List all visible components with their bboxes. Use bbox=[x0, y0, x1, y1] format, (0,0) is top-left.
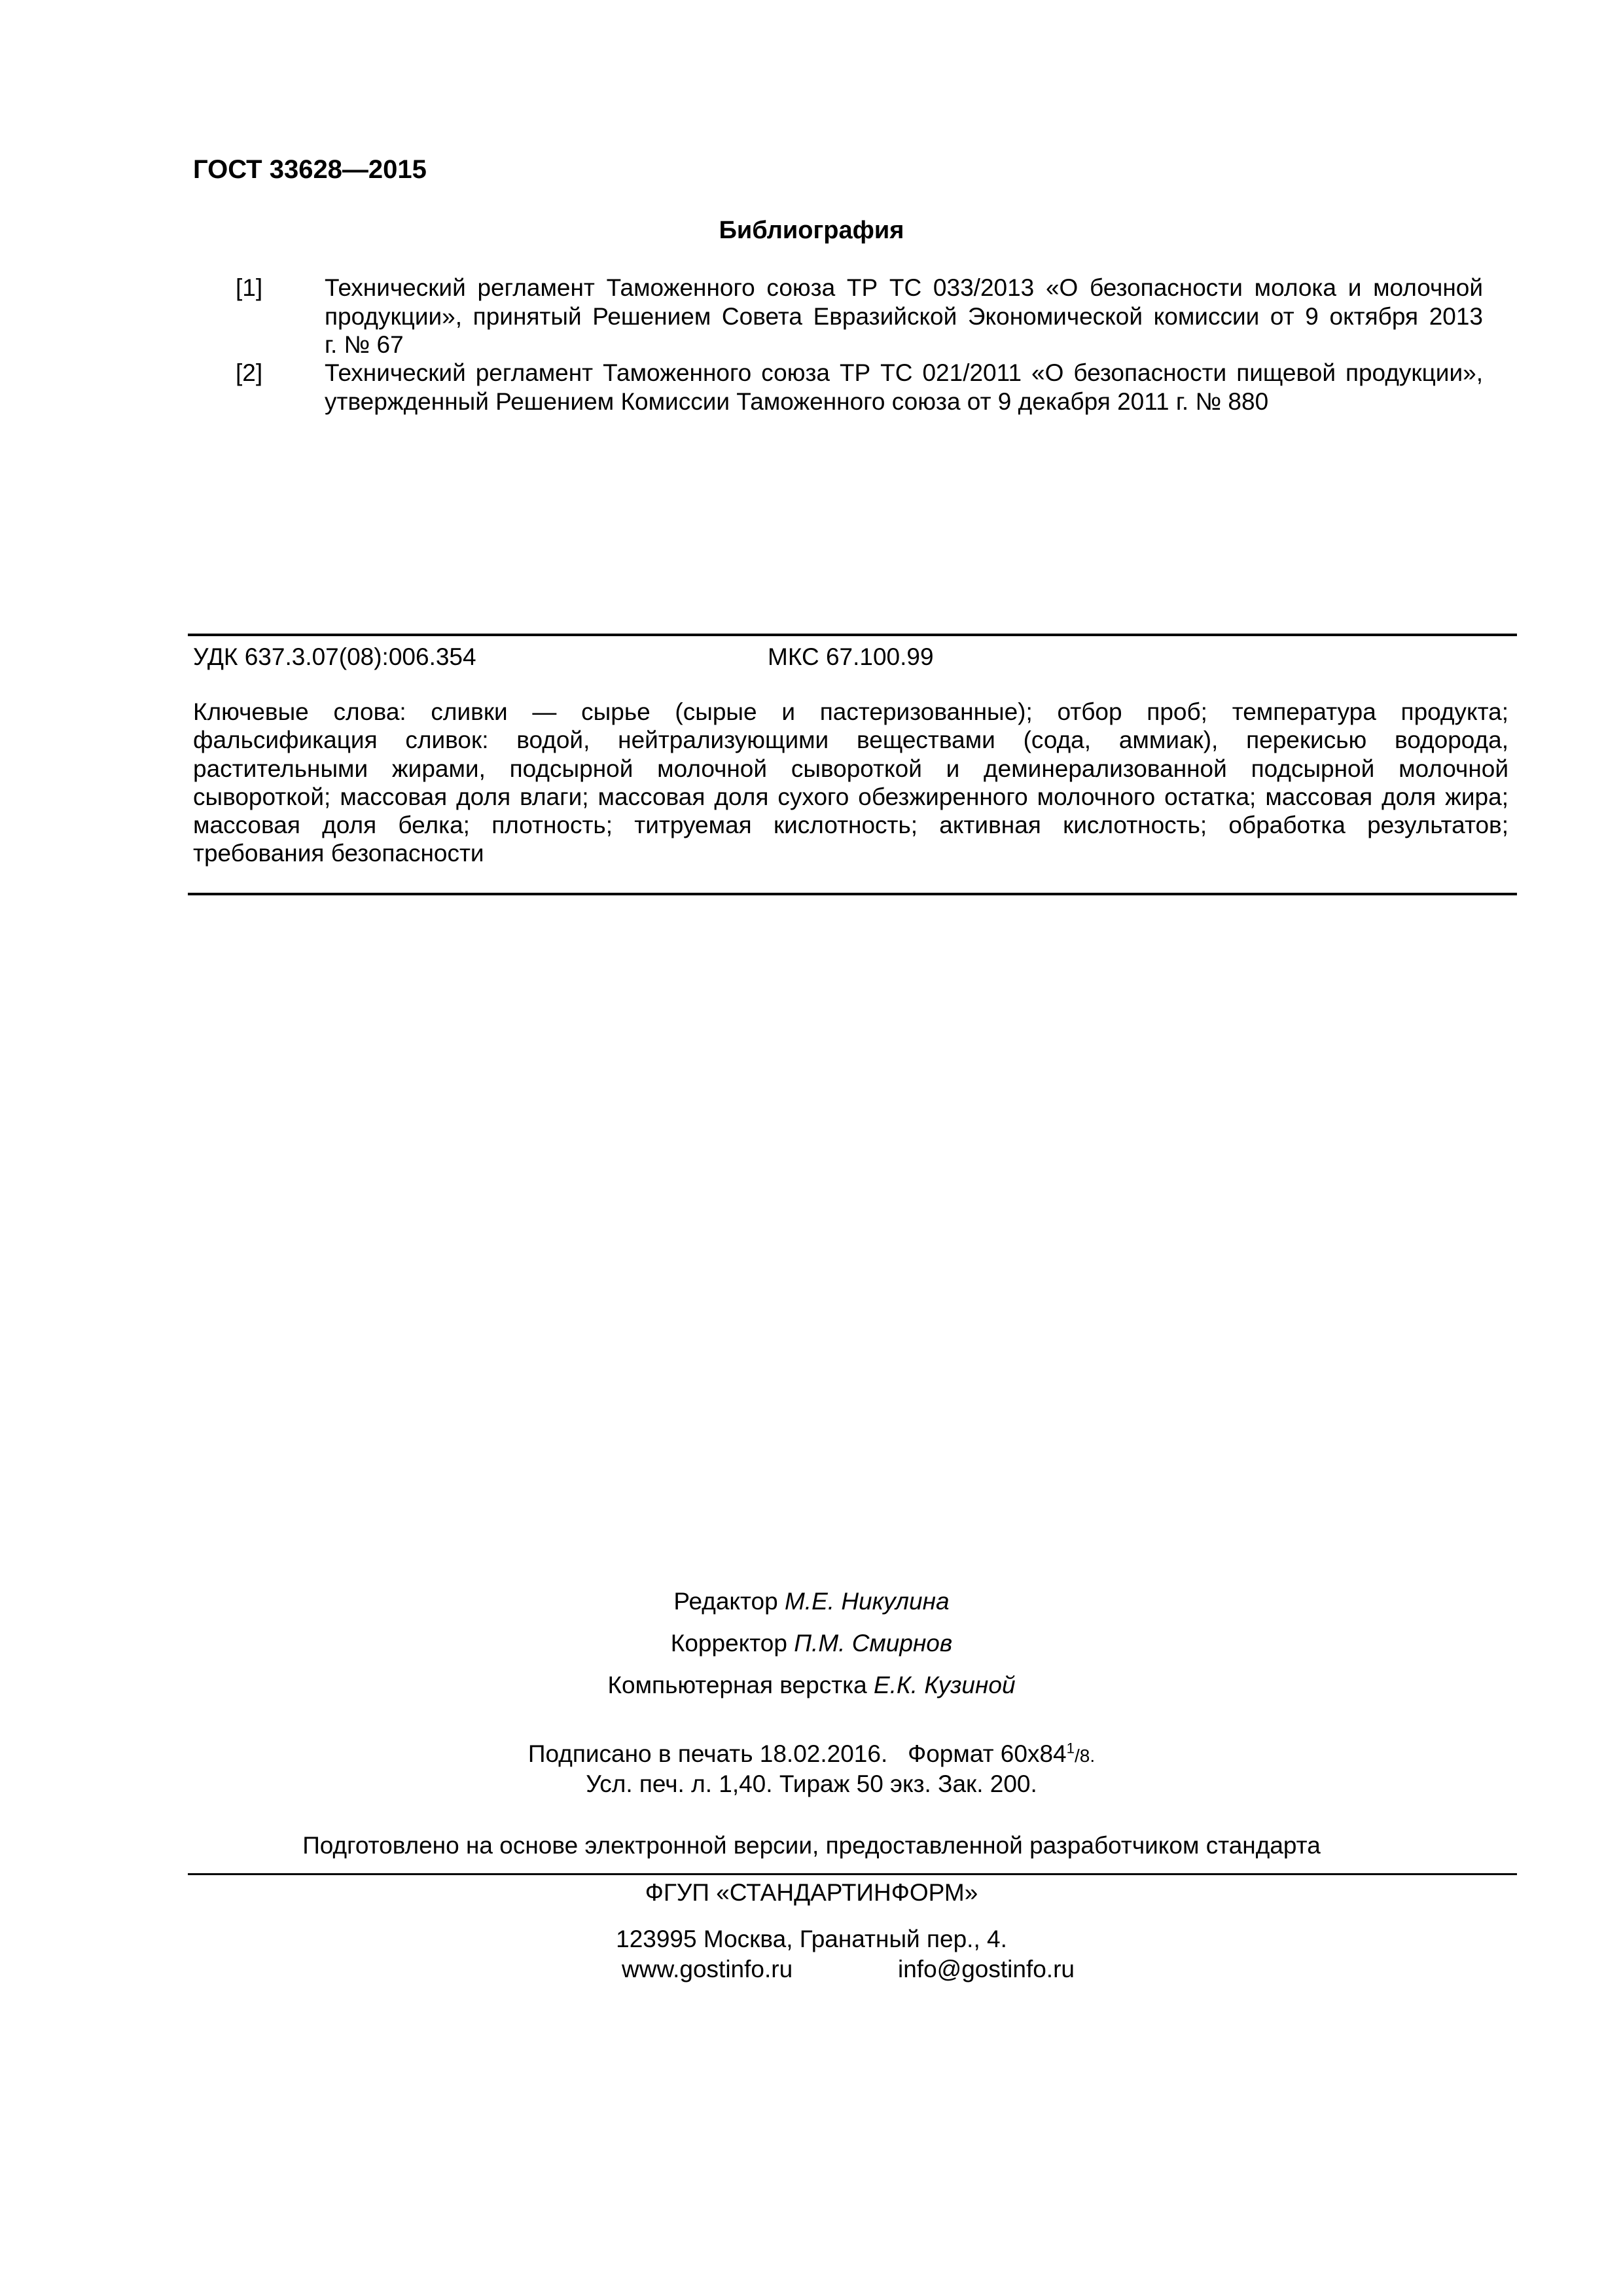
reference-text bbox=[325, 359, 1483, 416]
signed-date: Подписано в печать 18.02.2016. bbox=[527, 1740, 888, 1767]
reference-line: продукции», принятый Решением Совета Евразийской Экономической комиссии от 9 октября 2013 bbox=[325, 302, 1483, 330]
editor-label: Редактор bbox=[673, 1588, 778, 1615]
website-link[interactable]: www.gostinfo.ru bbox=[622, 1956, 793, 1982]
email-link[interactable]: info@gostinfo.ru bbox=[898, 1956, 1075, 1982]
layout-name: Е.К. Кузиной bbox=[874, 1672, 1016, 1698]
udk-code: УДК 637.3.07(08):006.354 bbox=[193, 643, 476, 670]
reference-number: [2] bbox=[236, 359, 263, 386]
publisher-name: ФГУП «СТАНДАРТИНФОРМ» bbox=[645, 1879, 978, 1906]
corrector-name: П.М. Смирнов bbox=[794, 1630, 953, 1657]
format-sup: 1 bbox=[1066, 1740, 1075, 1757]
keywords-line: требования безопасности bbox=[193, 840, 484, 867]
format-label: Формат 60x84 bbox=[908, 1740, 1067, 1767]
mks-code: МКС 67.100.99 bbox=[768, 643, 934, 670]
format-sub: /8. bbox=[1074, 1746, 1096, 1766]
reference-line: Технический регламент Таможенного союза ТР ТС 021/2011 «О безопасности пищевой продукции», bbox=[325, 359, 1483, 386]
divider-top bbox=[188, 634, 1517, 636]
reference-line: утвержденный Решением Комиссии Таможенного союза от 9 декабря 2011 г. № 880 bbox=[325, 387, 1269, 415]
keywords-block bbox=[193, 698, 1508, 868]
corrector-label: Корректор bbox=[670, 1630, 787, 1657]
keywords-line: растительными жирами, подсырной молочной сывороткой и деминерализованной подсырной молочной bbox=[193, 755, 1508, 782]
divider-bottom bbox=[188, 893, 1517, 895]
document-code: ГОСТ 33628—2015 bbox=[193, 155, 427, 184]
keywords-line: фальсификация сливок: водой, нейтрализующими веществами (сода, аммиак), перекисью водорода, bbox=[193, 726, 1508, 754]
keywords-line: сывороткой; массовая доля влаги; массовая доля сухого обезжиренного молочного остатка; массовая доля жира; bbox=[193, 783, 1508, 810]
editor-name: М.Е. Никулина bbox=[784, 1588, 950, 1615]
divider-publisher bbox=[188, 1873, 1517, 1875]
bibliography-title: Библиография bbox=[719, 217, 904, 244]
reference-line: Технический регламент Таможенного союза ТР ТС 033/2013 «О безопасности молока и молочной bbox=[325, 274, 1483, 301]
reference-number: [1] bbox=[236, 274, 263, 301]
keywords-line: массовая доля белка; плотность; титруемая кислотность; активная кислотность; обработка результатов; bbox=[193, 812, 1508, 839]
layout-credit bbox=[0, 1671, 1623, 1700]
editor-credit bbox=[0, 1587, 1623, 1616]
corrector-credit bbox=[0, 1629, 1623, 1658]
reference-line: г. № 67 bbox=[325, 331, 404, 359]
keywords-line: Ключевые слова: сливки — сырье (сырые и пастеризованные); отбор проб; температура продукта; bbox=[193, 698, 1508, 725]
print-info-line2: Усл. печ. л. 1,40. Тираж 50 экз. Зак. 200. bbox=[586, 1770, 1037, 1797]
print-info-line1 bbox=[0, 1740, 1623, 1768]
reference-text bbox=[325, 274, 1483, 359]
prepared-note: Подготовлено на основе электронной версии, предоставленной разработчиком стандарта bbox=[302, 1832, 1321, 1859]
publisher-address: 123995 Москва, Гранатный пер., 4. bbox=[616, 1926, 1007, 1952]
layout-label: Компьютерная верстка bbox=[607, 1672, 867, 1698]
